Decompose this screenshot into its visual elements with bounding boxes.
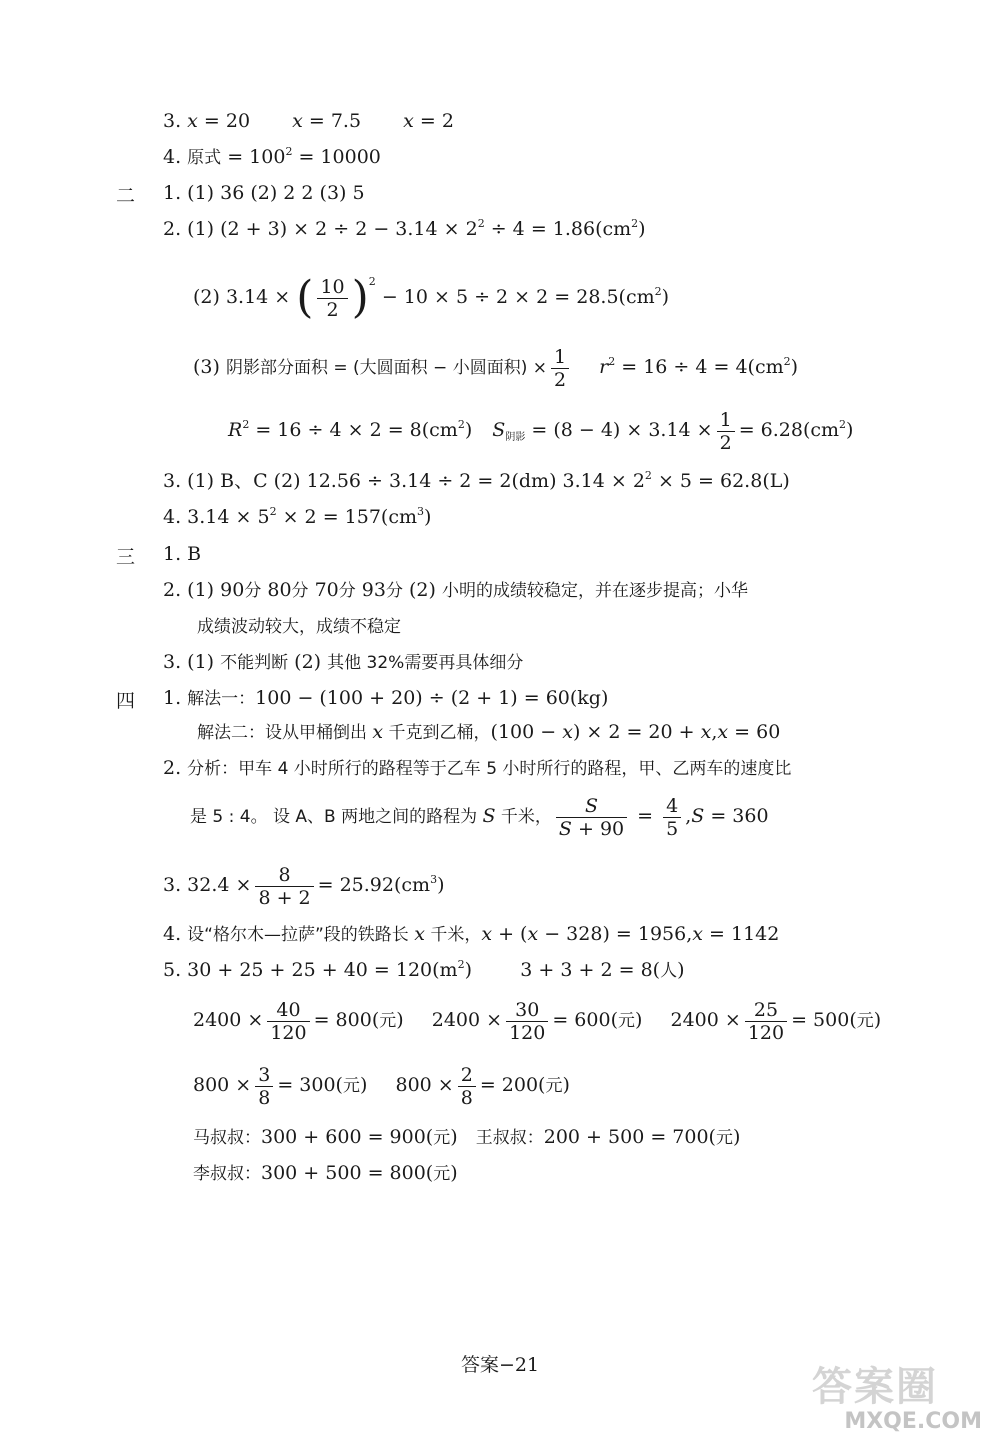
answer-line: 2400 × $\frac{40}{120}$ = 800(元) 2400 × $\frac{30}{120}$ = 600(元) 2400 × $\frac{25}{120}$ = 500(元): [193, 998, 882, 1044]
watermark-logo: [812, 1365, 982, 1437]
section-label-4: 四: [116, 690, 136, 712]
answer-line: 2. 分析：甲车 4 小时所行的路程等于乙车 5 小时所行的路程，甲、乙两车的速度比: [163, 757, 792, 779]
answer-line: 1. B: [163, 543, 202, 565]
answer-line: 成绩波动较大，成绩不稳定: [197, 617, 401, 637]
answer-line: 800 × $\frac{3}{8}$ = 300(元) 800 × $\frac{2}{8}$ = 200(元): [193, 1063, 570, 1109]
answer-line: 2. (1) $(2 + 3) \times 2 \div 2 - 3.14 \times 2^2 \div 4 = 1.86(cm^2)$: [163, 217, 646, 240]
fraction: $\frac{1}{2}$: [551, 346, 569, 391]
answer-line: 3. 32.4 × $\frac{8}{8 + 2}$ = $25.92(cm^3)$: [163, 863, 445, 909]
watermark-url: MXQE.COM: [844, 1409, 982, 1434]
answer-line: 李叔叔：300 + 500 = 800(元): [193, 1162, 458, 1184]
fraction: $\frac{10}{2}$: [317, 276, 347, 321]
fraction: $\frac{S}{S + 90}$: [556, 795, 627, 840]
fraction: $\frac{25}{120}$: [745, 999, 787, 1044]
fraction: $\frac{3}{8}$: [255, 1064, 273, 1109]
answer-line: 3. (1) B、C (2) 12.56 ÷ 3.14 ÷ 2 = 2(dm) $3.14 \times 2^2 \times 5 = 62.8(L)$: [163, 469, 790, 492]
answer-line: 5. $30 + 25 + 25 + 40 = 120(m^2)$ 3 + 3 + 2 = 8(人): [163, 958, 685, 981]
watermark-text: 答案圈: [812, 1364, 938, 1410]
fraction: $\frac{8}{8 + 2}$: [255, 864, 313, 909]
answer-line: 是 5 : 4。 设 A、B 两地之间的路程为 S 千米， $\frac{S}{S + 90}$ = $\frac{4}{5}$ ,S = 360: [190, 794, 769, 840]
fraction: $\frac{4}{5}$: [663, 795, 681, 840]
answer-line: 解法二：设从甲桶倒出 x 千克到乙桶，(100 − x) × 2 = 20 + x,x = 60: [197, 721, 781, 743]
answer-line: 1. (1) 36 (2) 2 2 (3) 5: [163, 182, 365, 204]
answer-line-4: 4. 原式 = $100^2 = 10000$: [163, 145, 381, 168]
answer-line: 马叔叔：300 + 600 = 900(元) 王叔叔：200 + 500 = 700(元): [193, 1126, 741, 1148]
fraction: $\frac{1}{2}$: [717, 409, 735, 454]
answer-line-3: 3. x = 20 x = 7.5 x = 2: [163, 110, 454, 132]
answer-line: 4. 设“格尔木—拉萨”段的铁路长 x 千米，x + (x − 328) = 1956,x = 1142: [163, 923, 780, 945]
answer-line: (2) 3.14 × ( $\frac{10}{2}$ )$^2 - 10 \times 5 \div 2 \times 2 = 28.5(cm^2)$: [193, 272, 670, 323]
answer-line: $R^2 = 16 \div 4 \times 2 = 8(cm^2) S_{阴影} = (8 - 4) \times 3.14$ × $\frac{1}{2}$ = $6.28(cm^2)$: [228, 408, 854, 454]
answer-line: (3) 阴影部分面积 = (大圆面积 − 小圆面积) × $\frac{1}{2}$ $r^2 = 16 \div 4 = 4(cm^2)$: [193, 345, 799, 391]
section-label-2: 二: [116, 185, 136, 207]
answer-line: 4. $3.14 \times 5^2 \times 2 = 157(cm^3)$: [163, 505, 432, 528]
fraction: $\frac{40}{120}$: [267, 999, 309, 1044]
section-label-3: 三: [116, 546, 136, 568]
fraction: $\frac{30}{120}$: [506, 999, 548, 1044]
answer-line: 2. (1) 90分 80分 70分 93分 (2) 小明的成绩较稳定，并在逐步提高；小华: [163, 579, 748, 601]
answer-line: 3. (1) 不能判断 (2) 其他 32%需要再具体细分: [163, 651, 524, 673]
answer-line: 1. 解法一：100 − (100 + 20) ÷ (2 + 1) = 60(kg): [163, 687, 609, 709]
fraction: $\frac{2}{8}$: [458, 1064, 476, 1109]
page-number: 答案−21: [460, 1354, 540, 1376]
